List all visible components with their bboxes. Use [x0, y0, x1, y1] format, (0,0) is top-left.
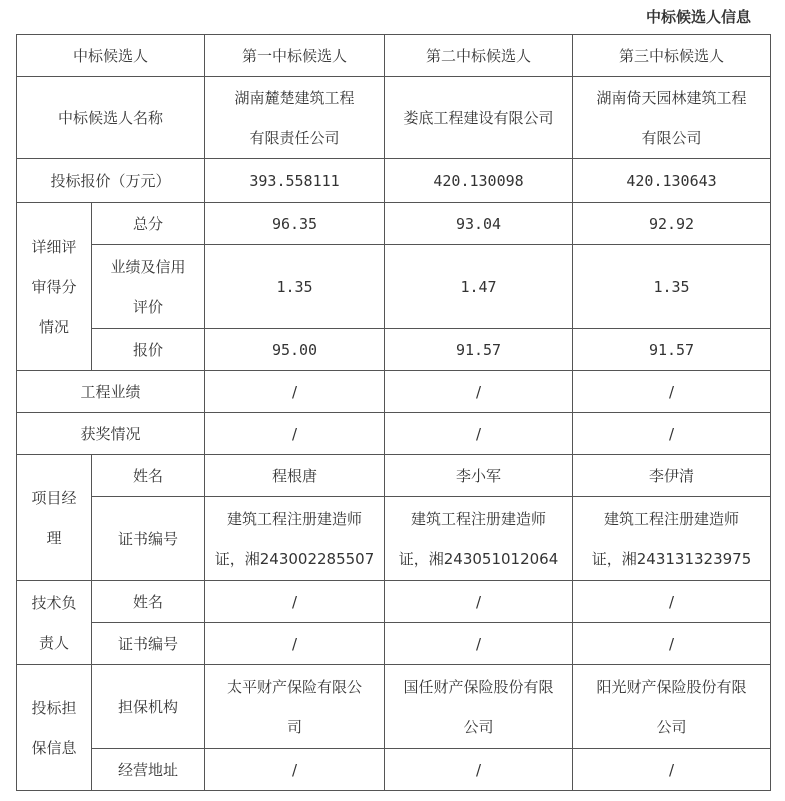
guarantee-org-2-line1: 国任财产保险股份有限: [403, 677, 554, 696]
awards-1: /: [205, 413, 385, 455]
candidate-name-label: 中标候选人名称: [17, 77, 205, 159]
pm-cert-row: [17, 497, 771, 581]
guarantee-address-1: /: [205, 749, 385, 791]
header-candidate: 中标候选人: [17, 35, 205, 77]
guarantee-address-2: /: [385, 749, 573, 791]
score-credit-2: 1.47: [385, 245, 573, 329]
tech-group-label-line1: 技术负: [31, 593, 77, 612]
performance-3: /: [573, 371, 771, 413]
guarantee-address-label: 经营地址: [92, 749, 205, 791]
pm-cert-3-line1: 建筑工程注册建造师: [604, 509, 740, 528]
awards-label: 获奖情况: [17, 413, 205, 455]
score-price-1: 95.00: [205, 329, 385, 371]
score-credit-row: [17, 245, 771, 329]
score-group-label-line3: 情况: [38, 317, 69, 336]
pm-cert-1: [205, 497, 385, 581]
tech-cert-row: [17, 623, 771, 665]
candidate-name-3: [573, 77, 771, 159]
awards-2: /: [385, 413, 573, 455]
header-second-candidate: 第二中标候选人: [385, 35, 573, 77]
pm-name-label: 姓名: [92, 455, 205, 497]
score-total-row: [17, 203, 771, 245]
score-credit-1: 1.35: [205, 245, 385, 329]
candidate-name-3-line1: 湖南倚天园林建筑工程: [596, 88, 747, 107]
candidate-name-1-line1: 湖南麓楚建筑工程: [234, 88, 355, 107]
pm-cert-2-line2: 证，湘243051012064: [398, 549, 559, 568]
score-credit-label-line1: 业绩及信用: [110, 257, 186, 276]
performance-2: /: [385, 371, 573, 413]
pm-name-row: [17, 455, 771, 497]
guarantee-org-3-line2: 公司: [656, 717, 687, 736]
tech-name-label: 姓名: [92, 581, 205, 623]
tech-group-label-line2: 责人: [38, 633, 69, 652]
tech-group-label: [17, 581, 92, 665]
pm-group-label-line2: 理: [46, 528, 62, 547]
score-total-3: 92.92: [573, 203, 771, 245]
score-credit-label: [92, 245, 205, 329]
score-group-label-line2: 审得分: [31, 277, 77, 296]
score-price-label: 报价: [92, 329, 205, 371]
candidate-name-2: 娄底工程建设有限公司: [385, 77, 573, 159]
score-credit-label-line2: 评价: [133, 297, 164, 316]
awards-row: [17, 413, 771, 455]
guarantee-group-label-line1: 投标担: [31, 698, 77, 717]
tech-cert-1: /: [205, 623, 385, 665]
pm-cert-3-line2: 证，湘243131323975: [591, 549, 752, 568]
score-group-label: [17, 203, 92, 371]
bid-price-row: [17, 159, 771, 203]
score-credit-3: 1.35: [573, 245, 771, 329]
guarantee-group-label: [17, 665, 92, 791]
pm-cert-3: [573, 497, 771, 581]
score-price-row: [17, 329, 771, 371]
guarantee-org-row: [17, 665, 771, 749]
awards-3: /: [573, 413, 771, 455]
candidate-name-row: [17, 77, 771, 159]
bid-price-3: 420.130643: [573, 159, 771, 203]
guarantee-org-1: [205, 665, 385, 749]
score-total-1: 96.35: [205, 203, 385, 245]
page-title: 中标候选人信息: [645, 8, 751, 26]
tech-name-row: [17, 581, 771, 623]
pm-cert-label: 证书编号: [92, 497, 205, 581]
score-price-3: 91.57: [573, 329, 771, 371]
pm-name-1: 程根唐: [205, 455, 385, 497]
pm-cert-1-line1: 建筑工程注册建造师: [227, 509, 363, 528]
guarantee-org-label: 担保机构: [92, 665, 205, 749]
pm-cert-2-line1: 建筑工程注册建造师: [411, 509, 547, 528]
score-total-2: 93.04: [385, 203, 573, 245]
guarantee-org-1-line2: 司: [287, 717, 303, 736]
tech-cert-3: /: [573, 623, 771, 665]
performance-label: 工程业绩: [17, 371, 205, 413]
tech-cert-2: /: [385, 623, 573, 665]
pm-group-label-line1: 项目经: [31, 488, 77, 507]
tech-name-3: /: [573, 581, 771, 623]
score-total-label: 总分: [92, 203, 205, 245]
guarantee-org-2: [385, 665, 573, 749]
header-third-candidate: 第三中标候选人: [573, 35, 771, 77]
bid-candidate-table: [16, 34, 771, 791]
pm-group-label: [17, 455, 92, 581]
guarantee-org-1-line1: 太平财产保险有限公: [227, 677, 363, 696]
performance-row: [17, 371, 771, 413]
score-price-2: 91.57: [385, 329, 573, 371]
header-first-candidate: 第一中标候选人: [205, 35, 385, 77]
pm-cert-1-line2: 证，湘243002285507: [214, 549, 375, 568]
guarantee-org-3: [573, 665, 771, 749]
bid-price-2: 420.130098: [385, 159, 573, 203]
bid-price-label: 投标报价（万元）: [17, 159, 205, 203]
pm-cert-2: [385, 497, 573, 581]
guarantee-org-3-line1: 阳光财产保险股份有限: [596, 677, 747, 696]
candidate-name-1-line2: 有限责任公司: [249, 128, 340, 147]
guarantee-address-3: /: [573, 749, 771, 791]
candidate-name-1: [205, 77, 385, 159]
tech-name-2: /: [385, 581, 573, 623]
header-row: [17, 35, 771, 77]
pm-name-3: 李伊清: [573, 455, 771, 497]
score-group-label-line1: 详细评: [31, 237, 77, 256]
pm-name-2: 李小军: [385, 455, 573, 497]
candidate-name-3-line2: 有限公司: [641, 128, 702, 147]
guarantee-org-2-line2: 公司: [463, 717, 494, 736]
tech-name-1: /: [205, 581, 385, 623]
guarantee-group-label-line2: 保信息: [31, 738, 77, 757]
bid-price-1: 393.558111: [205, 159, 385, 203]
guarantee-address-row: [17, 749, 771, 791]
tech-cert-label: 证书编号: [92, 623, 205, 665]
performance-1: /: [205, 371, 385, 413]
